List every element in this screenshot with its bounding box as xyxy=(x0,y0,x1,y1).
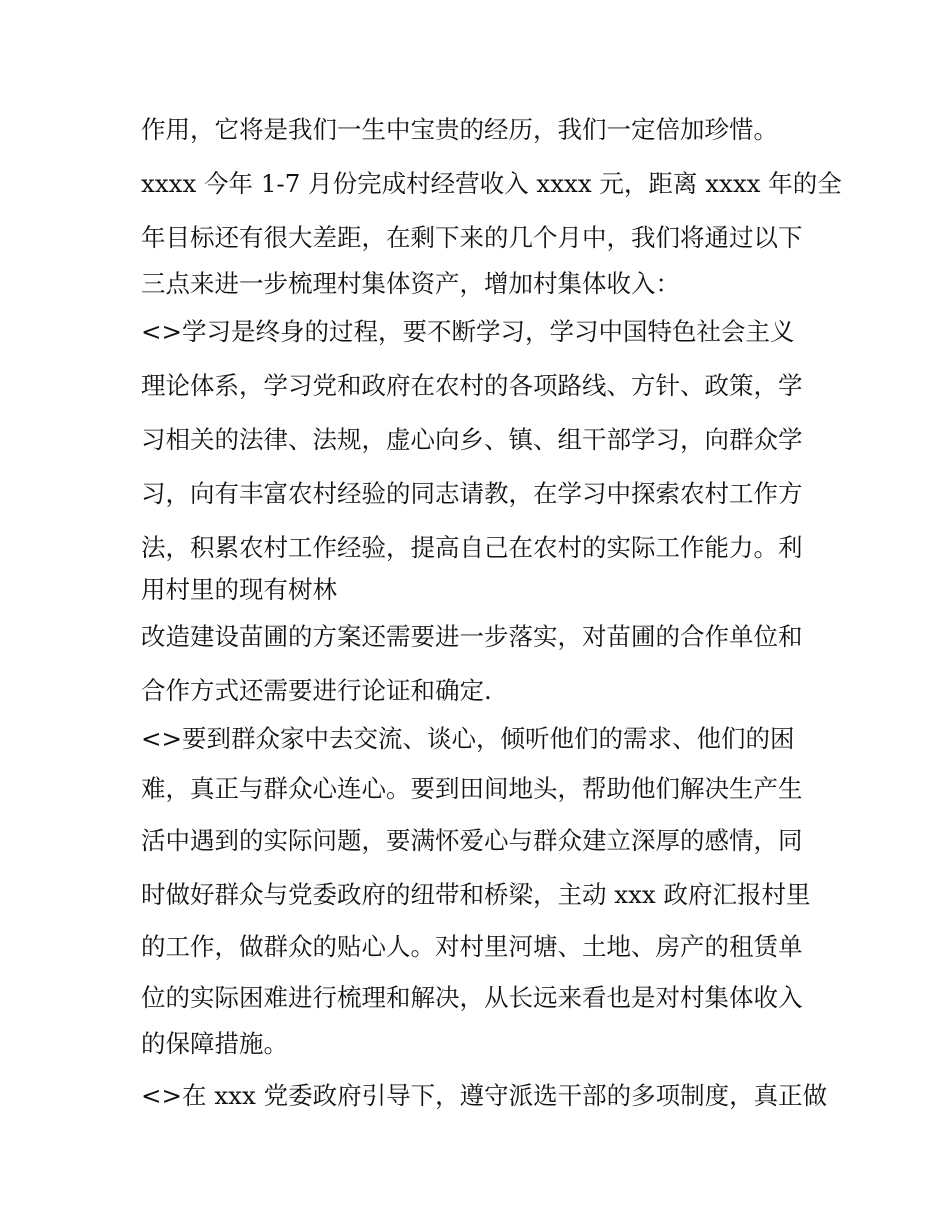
text-line: 理论体系，学习党和政府在农村的各项路线、方针、政策，学 xyxy=(141,371,803,400)
text-line: 习，向有丰富农村经验的同志请教，在学习中探索农村工作方 xyxy=(141,479,803,508)
text-line: 习相关的法律、法规，虚心向乡、镇、组干部学习，向群众学 xyxy=(141,425,803,454)
text-line: 法，积累农村工作经验，提高自己在农村的实际工作能力。利 xyxy=(141,533,803,562)
text-line: 的保障措施。 xyxy=(141,1029,288,1058)
text-line: <>学习是终身的过程，要不断学习，学习中国特色社会主义 xyxy=(141,317,795,346)
text-line: <>要到群众家中去交流、谈心，倾听他们的需求、他们的困 xyxy=(141,724,795,753)
text-line: xxxx 今年 1-7 月份完成村经营收入 xxxx 元，距离 xxxx 年的全 xyxy=(141,169,842,198)
text-line: 的工作，做群众的贴心人。对村里河塘、土地、房产的租赁单 xyxy=(141,932,803,961)
text-line: <>在 xxx 党委政府引导下，遵守派选干部的多项制度，真正做 xyxy=(141,1081,828,1110)
text-line: 难，真正与群众心连心。要到田间地头，帮助他们解决生产生 xyxy=(141,774,803,803)
text-line: 改造建设苗圃的方案还需要进一步落实，对苗圃的合作单位和 xyxy=(141,622,803,651)
text-line: 活中遇到的实际问题，要满怀爱心与群众建立深厚的感情，同 xyxy=(141,826,803,855)
text-line: 三点来进一步梳理村集体资产，增加村集体收入： xyxy=(141,269,680,298)
text-line: 用村里的现有树林 xyxy=(141,575,337,604)
text-line: 时做好群众与党委政府的纽带和桥梁，主动 xxx 政府汇报村里 xyxy=(141,880,811,909)
text-line: 作用，它将是我们一生中宝贵的经历，我们一定倍加珍惜。 xyxy=(141,115,778,144)
text-line: 合作方式还需要进行论证和确定. xyxy=(141,676,492,705)
text-line: 位的实际困难进行梳理和解决，从长远来看也是对村集体收入 xyxy=(141,983,803,1012)
text-line: 年目标还有很大差距，在剩下来的几个月中，我们将通过以下 xyxy=(141,223,803,252)
